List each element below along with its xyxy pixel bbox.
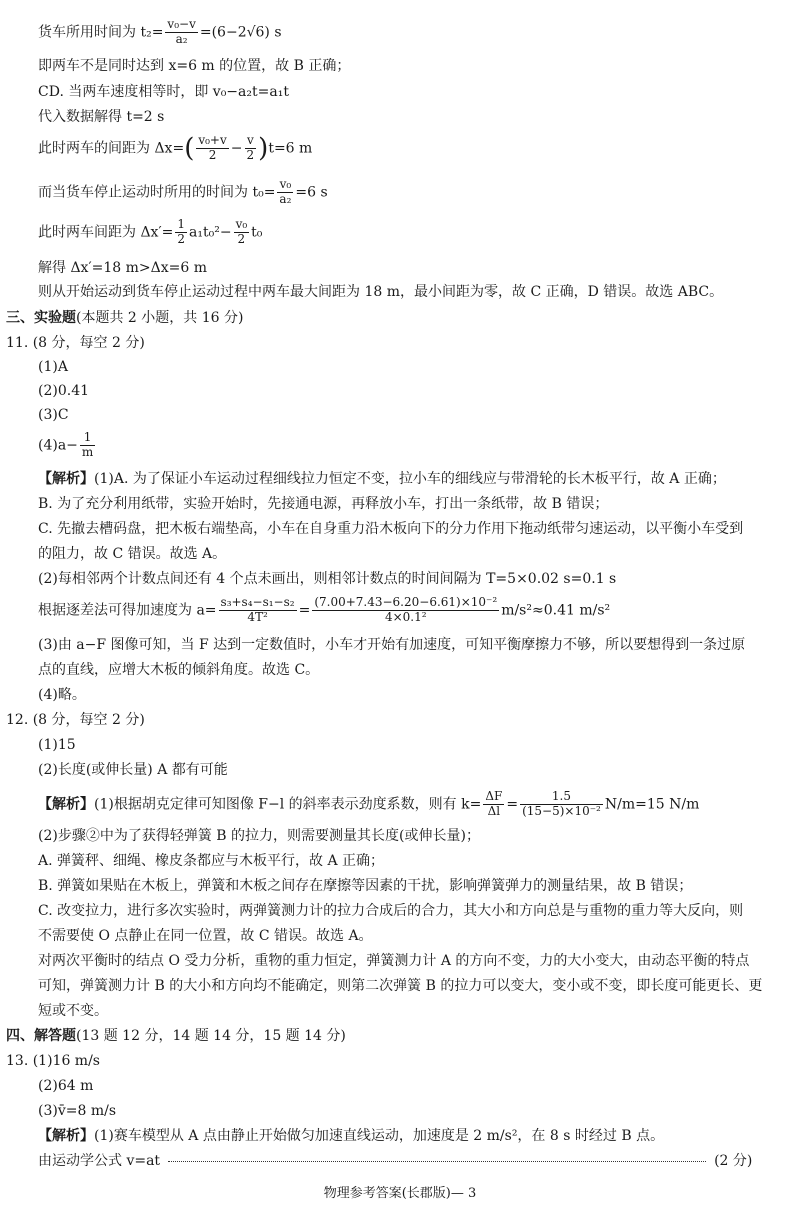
q13-analysis-2 xyxy=(38,1153,752,1170)
numerator: v₀ xyxy=(235,217,248,231)
line-stop-time xyxy=(38,178,328,207)
fraction xyxy=(219,596,297,625)
denominator: 2 xyxy=(246,147,255,162)
q11-analysis-1 xyxy=(38,471,726,488)
fraction xyxy=(277,178,293,207)
q11-answer-2: (2)0.41 xyxy=(38,383,90,399)
fraction xyxy=(483,790,504,819)
text: (1)赛车模型从 A 点由静止开始做匀加速直线运动，加速度是 2 m/s²，在 8 s 时经过 B 点。 xyxy=(94,1128,665,1144)
analysis-label: 【解析】 xyxy=(38,471,94,487)
text: 此时两车的间距为 Δx= xyxy=(38,140,185,157)
section-title: 三、实验题 xyxy=(6,310,76,326)
text: t₀ xyxy=(251,224,263,241)
numerator: v₀ xyxy=(277,178,293,193)
q12-heading: 12. (8 分，每空 2 分) xyxy=(6,712,145,728)
q12-analysis-5: C. 改变拉力，进行多次实验时，两弹簧测力计的拉力合成后的合力，其大小和方向总是与重物的重力等大反向，则 xyxy=(38,903,744,919)
q12-analysis-8: 可知，弹簧测力计 B 的大小和方向均不能确定，则第二次弹簧 B 的拉力可以变大，变小或不变，即长度可能更长、更 xyxy=(38,978,763,994)
line-distance-2 xyxy=(38,218,262,247)
fraction xyxy=(312,596,499,625)
numerator: v₀−v xyxy=(167,17,196,31)
numerator: (7.00+7.43−6.20−6.61)×10⁻² xyxy=(314,595,498,609)
text: 而当货车停止运动时所用的时间为 t₀= xyxy=(38,184,276,201)
q12-answer-2: (2)长度(或伸长量) A 都有可能 xyxy=(38,762,228,778)
denominator: 4T² xyxy=(247,609,268,624)
section-note: (本题共 2 小题，共 16 分) xyxy=(76,310,244,326)
q11-answer-3: (3)C xyxy=(38,407,69,423)
denominator: (15−5)×10⁻² xyxy=(522,803,601,818)
section-3-heading xyxy=(6,310,243,327)
q11-analysis-7: (3)由 a−F 图像可知，当 F 达到一定数值时，小车才开始有加速度，可知平衡摩擦力不够，所以要想得到一条过原 xyxy=(38,637,746,653)
q12-analysis-4: B. 弹簧如果贴在木板上，弹簧和木板之间存在摩擦等因素的干扰，影响弹簧弹力的测量结果，故 B 错误； xyxy=(38,878,693,894)
fraction xyxy=(196,134,228,163)
numerator: 1 xyxy=(177,217,186,231)
denominator: a₂ xyxy=(279,191,292,206)
dotted-leader xyxy=(168,1161,706,1162)
q12-analysis-6: 不需要使 O 点静止在同一位置，故 C 错误。故选 A。 xyxy=(38,928,373,944)
text: (1)根据胡克定律可知图像 F−l 的斜率表示劲度系数，则有 k= xyxy=(94,796,482,813)
q12-analysis-2: (2)步骤②中为了获得轻弹簧 B 的拉力，则需要测量其长度(或伸长量)； xyxy=(38,828,480,844)
denominator: Δl xyxy=(487,803,501,818)
q11-analysis-3: C. 先撤去槽码盘，把木板右端垫高，小车在自身重力沿木板向下的分力作用下拖动纸带匀速运动，以平衡小车受到 xyxy=(38,521,744,537)
fraction xyxy=(520,790,603,819)
q12-analysis-9: 短或不变。 xyxy=(38,1003,108,1019)
q11-analysis-2: B. 为了充分利用纸带，实验开始时，先接通电源，再释放小车，打出一条纸带，故 B 错误； xyxy=(38,496,609,512)
analysis-label: 【解析】 xyxy=(38,1128,94,1144)
analysis-label: 【解析】 xyxy=(38,796,94,813)
text: (4)a− xyxy=(38,437,78,454)
q11-answer-1: (1)A xyxy=(38,359,68,375)
text: =6 s xyxy=(295,184,328,201)
section-4-heading xyxy=(6,1028,346,1045)
q11-analysis-9: (4)略。 xyxy=(38,687,86,703)
q12-analysis-3: A. 弹簧秤、细绳、橡皮条都应与木板平行，故 A 正确； xyxy=(38,853,385,869)
line-solve-t: 代入数据解得 t=2 s xyxy=(38,109,165,125)
line-distance xyxy=(38,134,312,163)
line-cd: CD. 当两车速度相等时，即 v₀−a₂t=a₁t xyxy=(38,84,289,100)
text: = xyxy=(506,796,519,813)
q11-analysis-6 xyxy=(38,596,610,625)
q11-analysis-4: 的阻力，故 C 错误。故选 A。 xyxy=(38,546,227,562)
text: 此时两车间距为 Δx′= xyxy=(38,224,174,241)
text: 货车所用时间为 t₂= xyxy=(38,24,164,41)
fraction xyxy=(234,218,250,247)
numerator: 1.5 xyxy=(520,790,603,805)
fraction xyxy=(175,218,187,247)
q13-answer-2: (2)64 m xyxy=(38,1078,94,1094)
denominator: 4×0.1² xyxy=(384,609,427,624)
q12-analysis-1 xyxy=(38,790,699,819)
text: t=6 m xyxy=(268,140,313,157)
q13-answer-1: 13. (1)16 m/s xyxy=(6,1053,100,1069)
q12-analysis-7: 对两次平衡时的结点 O 受力分析，重物的重力恒定，弹簧测力计 A 的方向不变，力的大小变大，由动态平衡的特点 xyxy=(38,953,750,969)
q13-analysis-1 xyxy=(38,1128,664,1145)
fraction xyxy=(245,134,257,163)
page-footer: 物理参考答案(长郡版)— 3 xyxy=(323,1186,477,1201)
line-result: 解得 Δx′=18 m>Δx=6 m xyxy=(38,260,208,276)
left-paren: ( xyxy=(184,133,195,164)
section-title: 四、解答题 xyxy=(6,1028,76,1044)
numerator: s₃+s₄−s₁−s₂ xyxy=(220,595,295,609)
text: (1)A. 为了保证小车运动过程细线拉力恒定不变，拉小车的细线应与带滑轮的长木板平行，故 A 正确； xyxy=(94,471,726,487)
denominator: 2 xyxy=(208,147,217,162)
score: (2 分) xyxy=(714,1153,753,1169)
text: m/s²≈0.41 m/s² xyxy=(501,602,611,619)
right-paren: ) xyxy=(258,133,269,164)
numerator: 1 xyxy=(80,431,95,446)
text: N/m=15 N/m xyxy=(604,796,700,813)
text: = xyxy=(298,602,311,619)
section-note: (13 题 12 分，14 题 14 分，15 题 14 分) xyxy=(76,1028,346,1044)
denominator: a₂ xyxy=(175,31,188,46)
fraction xyxy=(80,431,95,460)
text: a₁t₀²− xyxy=(189,224,232,241)
q11-analysis-8: 点的直线，应增大木板的倾斜角度。故选 C。 xyxy=(38,662,320,678)
q13-answer-3: (3)v̄=8 m/s xyxy=(38,1103,117,1119)
denominator: 2 xyxy=(177,231,186,246)
q12-answer-1: (1)15 xyxy=(38,737,76,753)
text: 根据逐差法可得加速度为 a= xyxy=(38,602,217,619)
numerator: ΔF xyxy=(485,789,503,803)
text: − xyxy=(230,140,243,157)
numerator: v xyxy=(245,134,257,149)
line-b-correct: 即两车不是同时达到 x=6 m 的位置，故 B 正确； xyxy=(38,58,351,74)
text: =(6−2√6) s xyxy=(199,24,282,41)
line-truck-time xyxy=(38,18,282,47)
fraction xyxy=(165,18,197,47)
numerator: v₀+v xyxy=(198,133,227,147)
q11-analysis-5: (2)每相邻两个计数点间还有 4 个点未画出，则相邻计数点的时间间隔为 T=5×0.02 s=0.1 s xyxy=(38,571,617,587)
q11-answer-4 xyxy=(38,431,97,460)
denominator: 2 xyxy=(237,231,246,246)
q11-heading: 11. (8 分，每空 2 分) xyxy=(6,335,145,351)
line-conclusion: 则从开始运动到货车停止运动过程中两车最大间距为 18 m，最小间距为零，故 C 正确，D 错误。故选 ABC。 xyxy=(38,284,724,300)
denominator: m xyxy=(81,444,94,459)
text: 由运动学公式 v=at xyxy=(38,1153,161,1169)
